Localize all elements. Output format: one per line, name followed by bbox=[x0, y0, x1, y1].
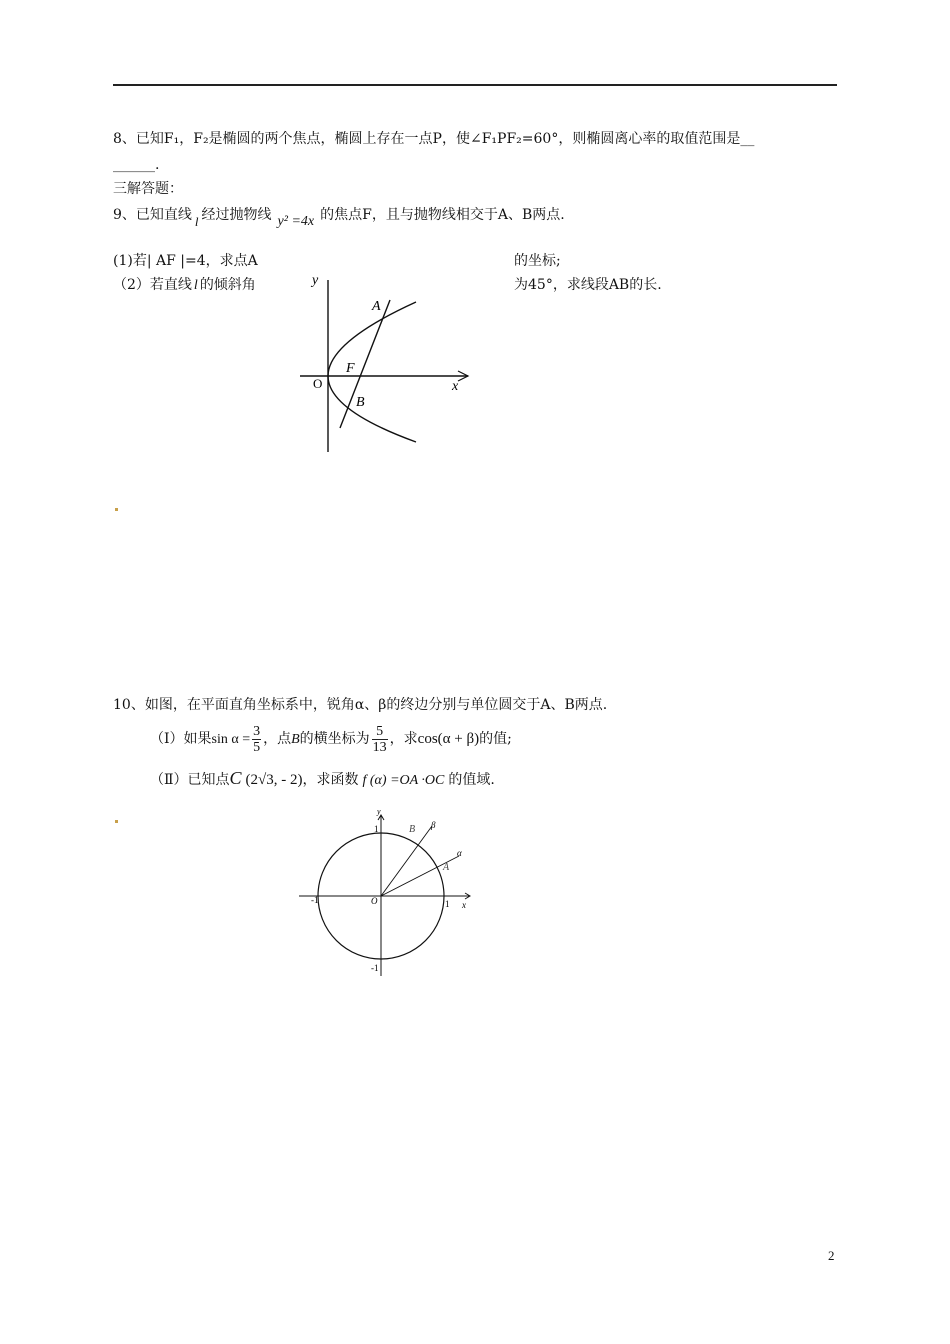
q10-tick-pos-y: 1 bbox=[374, 824, 379, 834]
q10-label-a: A bbox=[443, 862, 450, 873]
q10-unit-circle-figure bbox=[295, 808, 480, 980]
q9-part2-right: 为45°，求线段AB的长. bbox=[514, 277, 662, 293]
q9-part2-left bbox=[113, 276, 256, 295]
q9-part2-a: （2）若直线 bbox=[113, 277, 192, 293]
q10-part2-a: （Ⅱ）已知点 bbox=[150, 772, 230, 788]
q10-label-b: B bbox=[409, 824, 416, 835]
q9-point-a-label: A bbox=[372, 299, 381, 314]
q9-prefix: 9、已知直线 bbox=[113, 207, 192, 223]
q10-part1-e: 的值; bbox=[479, 731, 512, 747]
q10-part2 bbox=[150, 768, 495, 791]
section-heading: 三解答题： bbox=[113, 181, 183, 197]
q10-frac1-num: 3 bbox=[253, 723, 261, 739]
q9-equation: y² =4x bbox=[277, 214, 315, 229]
q9-x-label: x bbox=[452, 379, 459, 394]
q8-line2: ______. bbox=[113, 157, 160, 173]
q10-cos-expr: cos(α + β) bbox=[417, 731, 480, 747]
q10-stem: 10、如图，在平面直角坐标系中，锐角α、β的终边分别与单位圆交于A、B两点. bbox=[113, 697, 608, 713]
q10-part2-b: ，求函数 bbox=[302, 772, 359, 788]
q9-part2-c: 的倾斜角 bbox=[199, 277, 256, 293]
q9-point-b-label: B bbox=[356, 395, 365, 410]
q10-part1 bbox=[150, 722, 512, 758]
q10-frac2-den: 13 bbox=[372, 739, 387, 755]
q10-origin-label: O bbox=[371, 896, 378, 906]
q9-parabola-figure bbox=[290, 262, 480, 457]
q10-label-alpha: α bbox=[457, 848, 462, 858]
q9-parabola-curve bbox=[328, 302, 416, 442]
q10-y-label: y bbox=[377, 808, 381, 816]
q10-part2-e: 的值域. bbox=[448, 772, 495, 788]
q10-frac-3-5 bbox=[252, 724, 261, 755]
q10-x-label: x bbox=[462, 900, 466, 910]
marker-dot-2 bbox=[115, 820, 118, 823]
q9-focus-label: F bbox=[346, 361, 355, 376]
q10-point-b: B bbox=[291, 732, 300, 747]
q10-part1-a: （Ⅰ）如果 bbox=[150, 731, 212, 747]
q8-line1: 8、已知F₁，F₂是椭圆的两个焦点，椭圆上存在一点P，使∠F₁PF₂=60°，则椭圆离心率的取值范围是__ bbox=[113, 131, 755, 147]
q10-part1-c: 的横坐标为 bbox=[299, 731, 370, 747]
q10-frac1-den: 5 bbox=[253, 739, 261, 755]
q9-part2-l: l bbox=[193, 278, 198, 293]
q10-tick-neg-y: -1 bbox=[371, 963, 379, 973]
q10-tick-pos-x: 1 bbox=[445, 899, 450, 909]
q10-function-expr: f (α) =OA ·OC bbox=[362, 773, 445, 788]
q10-sin-expr: sin α = bbox=[211, 732, 251, 747]
q10-part1-d: ，求 bbox=[389, 731, 418, 747]
q9-y-label: y bbox=[312, 273, 319, 288]
q10-label-beta: β bbox=[431, 820, 436, 830]
q10-part1-b: ，点 bbox=[263, 731, 292, 747]
marker-dot bbox=[115, 508, 118, 511]
q10-tick-neg-x: -1 bbox=[311, 895, 319, 905]
q9-line-symbol: l bbox=[194, 214, 199, 229]
q9-origin-label: O bbox=[313, 376, 323, 391]
page-number: 2 bbox=[828, 1248, 835, 1263]
q9-part1-left: (1)若| AF |=4，求点A bbox=[113, 253, 258, 269]
q10-frac-5-13 bbox=[372, 724, 388, 755]
q10-point-c: C bbox=[229, 768, 242, 788]
header-rule bbox=[113, 84, 837, 86]
q9-suffix: 的焦点F，且与抛物线相交于A、B两点. bbox=[320, 207, 565, 223]
q10-frac2-num: 5 bbox=[372, 724, 388, 740]
q10-point-c-coord: (2√3, - 2) bbox=[245, 772, 303, 788]
q9-part1-right: 的坐标; bbox=[514, 253, 561, 269]
q9-mid: 经过抛物线 bbox=[201, 207, 272, 223]
q10-beta-ray bbox=[381, 826, 432, 896]
q9-stem bbox=[113, 206, 565, 231]
